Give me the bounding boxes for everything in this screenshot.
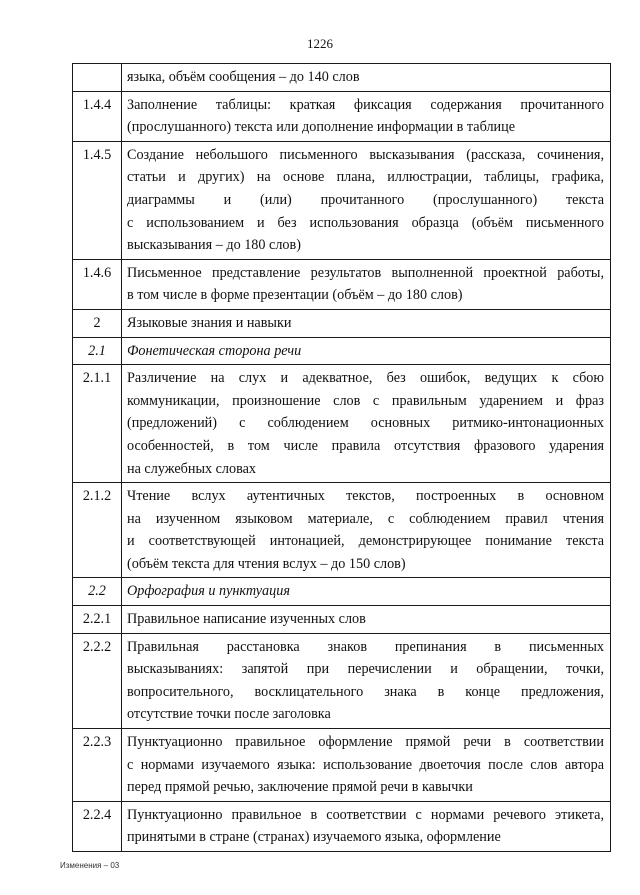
text-line: Создание небольшого письменного высказывания (рассказа, сочинения, [127, 146, 604, 163]
row-text [122, 259, 611, 309]
table-row [73, 337, 611, 365]
curriculum-table [72, 63, 611, 852]
text-line: отсутствие точки после заголовка [127, 706, 331, 723]
text-line: Правильное написание изученных слов [127, 611, 366, 628]
row-text [122, 633, 611, 728]
row-number: 1.4.4 [73, 91, 122, 141]
row-number: 1.4.6 [73, 259, 122, 309]
row-number: 2.1 [73, 337, 122, 365]
text-line: языка, объём сообщения – до 140 слов [127, 69, 360, 85]
row-number: 2.2.3 [73, 729, 122, 802]
table-row [73, 309, 611, 337]
text-line: особенностей, в том числе правила отсутствия фразового ударения [127, 437, 604, 454]
row-text [122, 64, 611, 92]
table-row [73, 633, 611, 728]
text-line: в том числе в форме презентации (объём – до 180 слов) [127, 287, 463, 304]
row-number: 2.2 [73, 578, 122, 606]
text-line: (предложений) с соблюдением основных ритмико-интонационных [127, 415, 604, 432]
footer-note: Изменения – 03 [60, 861, 120, 870]
text-line: Пунктуационно правильное в соответствии с нормами речевого этикета, [127, 806, 604, 823]
table-row [73, 483, 611, 578]
row-text [122, 91, 611, 141]
text-line: с использованием и без использования образца (объём письменного [127, 214, 604, 231]
page-number: 1226 [307, 36, 333, 51]
row-number: 2.2.4 [73, 801, 122, 851]
table-row [73, 64, 611, 92]
text-line: (прослушанного) текста или дополнение информации в таблице [127, 119, 516, 136]
text-line: Орфография и пунктуация [127, 583, 290, 600]
text-line: высказывания – до 180 слов) [127, 237, 301, 254]
text-line: высказываниях: запятой при перечислении и обращении, точки, [127, 661, 604, 678]
text-line: Языковые знания и навыки [127, 314, 292, 331]
row-text [122, 801, 611, 851]
row-text [122, 337, 611, 365]
row-number: 2.1.1 [73, 365, 122, 483]
text-line: диаграммы и (или) прочитанного (прослушанного) текста [127, 191, 604, 208]
row-number: 1.4.5 [73, 141, 122, 259]
text-line: Фонетическая сторона речи [127, 342, 302, 359]
row-number [73, 64, 122, 92]
row-number: 2.2.2 [73, 633, 122, 728]
text-line: с нормами изучаемого языка: использование двоеточия после слов автора [127, 756, 604, 773]
row-text [122, 729, 611, 802]
text-line: на изученном языковом материале, с соблюдением правил чтения [127, 510, 604, 527]
text-line: Различение на слух и адекватное, без ошибок, ведущих к сбою [127, 370, 604, 387]
table-row [73, 606, 611, 634]
row-text [122, 606, 611, 634]
row-text [122, 309, 611, 337]
text-line: Правильная расстановка знаков препинания в письменных [127, 638, 604, 655]
text-line: принятыми в стране (странах) изучаемого языка, оформление [127, 829, 501, 846]
text-line: Чтение вслух аутентичных текстов, построенных в основном [127, 488, 604, 505]
row-text [122, 578, 611, 606]
row-text [122, 141, 611, 259]
table-row [73, 729, 611, 802]
row-number: 2 [73, 309, 122, 337]
table-row [73, 91, 611, 141]
table-row [73, 141, 611, 259]
row-number: 2.1.2 [73, 483, 122, 578]
text-line: перед прямой речью, заключение прямой речи в кавычки [127, 779, 473, 796]
text-line: Заполнение таблицы: краткая фиксация содержания прочитанного [127, 96, 604, 113]
table-row [73, 801, 611, 851]
table-row [73, 365, 611, 483]
row-text [122, 365, 611, 483]
text-line: и соответствующей интонацией, демонстрирующее понимание текста [127, 533, 604, 550]
table-row [73, 259, 611, 309]
table-row [73, 578, 611, 606]
text-line: статьи и других) на основе плана, иллюстрации, таблицы, графика, [127, 169, 604, 186]
row-text [122, 483, 611, 578]
text-line: на служебных словах [127, 460, 256, 477]
text-line: Пунктуационно правильное оформление прямой речи в соответствии [127, 734, 604, 751]
text-line: (объём текста для чтения вслух – до 150 слов) [127, 555, 406, 572]
text-line: вопросительного, восклицательного знака в конце предложения, [127, 683, 604, 700]
row-number: 2.2.1 [73, 606, 122, 634]
text-line: коммуникации, произношение слов с правильным ударением и фраз [127, 392, 604, 409]
text-line: Письменное представление результатов выполненной проектной работы, [127, 264, 604, 281]
